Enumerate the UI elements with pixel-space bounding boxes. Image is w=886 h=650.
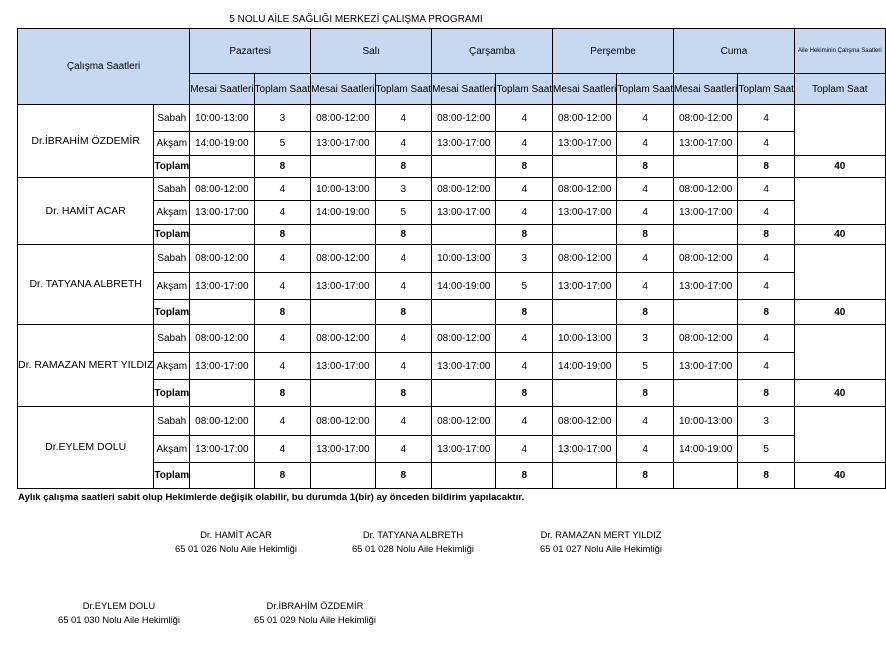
- shift-hours: 13:00-17:00: [553, 436, 617, 463]
- day-total: 8: [617, 463, 674, 489]
- empty-cell: [190, 380, 254, 407]
- signature-block: [535, 528, 667, 556]
- day-total: 8: [375, 225, 432, 245]
- shift-total: 4: [496, 436, 553, 463]
- table-row: [18, 105, 886, 132]
- shift-total: 4: [254, 201, 311, 225]
- empty-cell: [311, 380, 375, 407]
- empty-cell: [311, 463, 375, 489]
- day-total: 8: [617, 156, 674, 178]
- weekly-empty: [794, 245, 885, 300]
- shift-hours: 13:00-17:00: [190, 273, 254, 300]
- day-total: 8: [375, 463, 432, 489]
- day-total: 8: [617, 225, 674, 245]
- header-toplam: Toplam Saat: [375, 74, 432, 105]
- period-label: Sabah: [154, 178, 190, 201]
- shift-hours: 08:00-12:00: [553, 178, 617, 201]
- shift-total: 4: [738, 105, 795, 132]
- shift-hours: 13:00-17:00: [553, 201, 617, 225]
- weekly-total: 40: [794, 156, 885, 178]
- shift-total: 4: [496, 132, 553, 156]
- header-row-days: [18, 29, 886, 74]
- header-corner: Çalışma Saatleri: [18, 29, 190, 105]
- shift-total: 4: [617, 245, 674, 273]
- table-row: [18, 407, 886, 436]
- header-day: Cuma: [674, 29, 795, 74]
- header-toplam: Toplam Saat: [496, 74, 553, 105]
- empty-cell: [432, 300, 496, 325]
- shift-total: 5: [254, 132, 311, 156]
- header-day: Perşembe: [553, 29, 674, 74]
- shift-total: 4: [496, 105, 553, 132]
- day-total: 8: [254, 463, 311, 489]
- signature-name: Dr.İBRAHİM ÖZDEMİR: [266, 600, 364, 611]
- day-total: 8: [496, 300, 553, 325]
- shift-hours: 13:00-17:00: [432, 436, 496, 463]
- shift-total: 4: [496, 178, 553, 201]
- empty-cell: [432, 380, 496, 407]
- signature-block: [53, 599, 185, 627]
- weekly-empty: [794, 105, 885, 156]
- day-total: 8: [496, 156, 553, 178]
- signature-unit: 65 01 029 Nolu Aile Hekimliği: [254, 614, 376, 625]
- shift-hours: 14:00-19:00: [674, 436, 738, 463]
- shift-total: 4: [617, 407, 674, 436]
- empty-cell: [553, 463, 617, 489]
- shift-hours: 13:00-17:00: [311, 132, 375, 156]
- weekly-empty: [794, 178, 885, 225]
- shift-hours: 13:00-17:00: [432, 132, 496, 156]
- shift-total: 5: [496, 273, 553, 300]
- period-label: Akşam: [154, 353, 190, 380]
- signature-unit: 65 01 030 Nolu Aile Hekimliği: [58, 614, 180, 625]
- shift-hours: 08:00-12:00: [674, 325, 738, 353]
- signature-name: Dr. HAMİT ACAR: [200, 529, 272, 540]
- shift-total: 4: [375, 353, 432, 380]
- header-day: Salı: [311, 29, 432, 74]
- shift-hours: 13:00-17:00: [674, 273, 738, 300]
- shift-total: 4: [738, 353, 795, 380]
- header-mesai: Mesai Saatleri: [674, 74, 738, 105]
- total-label: Toplam: [154, 380, 190, 407]
- period-label: Akşam: [154, 201, 190, 225]
- day-total: 8: [254, 156, 311, 178]
- shift-hours: 13:00-17:00: [432, 201, 496, 225]
- shift-total: 4: [254, 353, 311, 380]
- shift-total: 4: [738, 132, 795, 156]
- header-toplam: Toplam Saat: [617, 74, 674, 105]
- shift-hours: 10:00-13:00: [553, 325, 617, 353]
- empty-cell: [553, 225, 617, 245]
- shift-hours: 13:00-17:00: [311, 353, 375, 380]
- header-toplam: Toplam Saat: [794, 74, 885, 105]
- shift-hours: 14:00-19:00: [432, 273, 496, 300]
- total-label: Toplam: [154, 463, 190, 489]
- shift-hours: 08:00-12:00: [311, 105, 375, 132]
- signature-unit: 65 01 027 Nolu Aile Hekimliği: [540, 543, 662, 554]
- signature-unit: 65 01 028 Nolu Aile Hekimliği: [352, 543, 474, 554]
- weekly-total: 40: [794, 380, 885, 407]
- shift-total: 4: [254, 273, 311, 300]
- shift-total: 4: [375, 407, 432, 436]
- empty-cell: [674, 156, 738, 178]
- empty-cell: [674, 463, 738, 489]
- shift-hours: 14:00-19:00: [553, 353, 617, 380]
- shift-hours: 08:00-12:00: [190, 407, 254, 436]
- day-total: 8: [254, 225, 311, 245]
- shift-total: 4: [254, 436, 311, 463]
- day-total: 8: [254, 380, 311, 407]
- shift-hours: 13:00-17:00: [190, 436, 254, 463]
- shift-total: 3: [375, 178, 432, 201]
- day-total: 8: [738, 156, 795, 178]
- footnote: Aylık çalışma saatleri sabit olup Hekimlerde değişik olabilir, bu durumda 1(bir) ay önceden bildirim yapılacaktır.: [18, 492, 525, 503]
- shift-total: 4: [617, 273, 674, 300]
- shift-total: 4: [617, 436, 674, 463]
- period-label: Sabah: [154, 105, 190, 132]
- shift-hours: 10:00-13:00: [190, 105, 254, 132]
- day-total: 8: [496, 380, 553, 407]
- header-toplam: Toplam Saat: [254, 74, 311, 105]
- header-weekly: Aile Hekiminin Çalışma Saatleri: [794, 29, 885, 74]
- shift-hours: 13:00-17:00: [190, 353, 254, 380]
- shift-total: 3: [254, 105, 311, 132]
- empty-cell: [190, 463, 254, 489]
- header-mesai: Mesai Saatleri: [311, 74, 375, 105]
- signature-block: [347, 528, 479, 556]
- empty-cell: [311, 156, 375, 178]
- shift-total: 4: [496, 325, 553, 353]
- empty-cell: [190, 300, 254, 325]
- shift-total: 4: [496, 407, 553, 436]
- shift-total: 4: [617, 132, 674, 156]
- shift-total: 4: [254, 245, 311, 273]
- shift-hours: 14:00-19:00: [311, 201, 375, 225]
- total-label: Toplam: [154, 225, 190, 245]
- empty-cell: [553, 300, 617, 325]
- shift-hours: 08:00-12:00: [311, 325, 375, 353]
- table-row: [18, 178, 886, 201]
- shift-total: 4: [375, 436, 432, 463]
- day-total: 8: [496, 225, 553, 245]
- empty-cell: [553, 156, 617, 178]
- table-row: [18, 245, 886, 273]
- shift-total: 4: [375, 273, 432, 300]
- total-label: Toplam: [154, 300, 190, 325]
- empty-cell: [432, 225, 496, 245]
- period-label: Akşam: [154, 132, 190, 156]
- shift-hours: 08:00-12:00: [674, 245, 738, 273]
- shift-total: 4: [738, 201, 795, 225]
- day-total: 8: [375, 300, 432, 325]
- header-mesai: Mesai Saatleri: [553, 74, 617, 105]
- shift-total: 3: [738, 407, 795, 436]
- shift-total: 4: [738, 178, 795, 201]
- shift-total: 5: [738, 436, 795, 463]
- period-label: Sabah: [154, 245, 190, 273]
- shift-hours: 13:00-17:00: [553, 132, 617, 156]
- signature-block: [249, 599, 381, 627]
- shift-total: 4: [617, 178, 674, 201]
- shift-hours: 13:00-17:00: [674, 353, 738, 380]
- empty-cell: [190, 156, 254, 178]
- shift-total: 5: [617, 353, 674, 380]
- shift-hours: 08:00-12:00: [432, 407, 496, 436]
- shift-hours: 08:00-12:00: [190, 325, 254, 353]
- shift-hours: 10:00-13:00: [432, 245, 496, 273]
- shift-total: 4: [375, 132, 432, 156]
- shift-hours: 13:00-17:00: [553, 273, 617, 300]
- doctor-name: Dr. TATYANA ALBRETH: [18, 245, 154, 325]
- shift-hours: 08:00-12:00: [311, 245, 375, 273]
- empty-cell: [674, 300, 738, 325]
- weekly-empty: [794, 407, 885, 463]
- day-total: 8: [738, 300, 795, 325]
- doctor-name: Dr. HAMİT ACAR: [18, 178, 154, 245]
- shift-total: 4: [254, 325, 311, 353]
- shift-hours: 08:00-12:00: [553, 105, 617, 132]
- shift-total: 3: [617, 325, 674, 353]
- shift-hours: 08:00-12:00: [432, 325, 496, 353]
- shift-hours: 13:00-17:00: [311, 273, 375, 300]
- shift-hours: 13:00-17:00: [190, 201, 254, 225]
- header-day: Pazartesi: [190, 29, 311, 74]
- schedule-table: [17, 28, 886, 489]
- shift-total: 4: [375, 325, 432, 353]
- day-total: 8: [375, 380, 432, 407]
- empty-cell: [674, 225, 738, 245]
- shift-hours: 08:00-12:00: [190, 178, 254, 201]
- shift-hours: 13:00-17:00: [674, 201, 738, 225]
- day-total: 8: [738, 463, 795, 489]
- shift-hours: 14:00-19:00: [190, 132, 254, 156]
- shift-total: 4: [738, 325, 795, 353]
- shift-total: 4: [254, 178, 311, 201]
- shift-hours: 10:00-13:00: [674, 407, 738, 436]
- empty-cell: [674, 380, 738, 407]
- header-mesai: Mesai Saatleri: [190, 74, 254, 105]
- shift-hours: 08:00-12:00: [311, 407, 375, 436]
- shift-total: 4: [254, 407, 311, 436]
- empty-cell: [432, 463, 496, 489]
- shift-total: 4: [617, 201, 674, 225]
- signature-block: [171, 528, 301, 556]
- signature-name: Dr. TATYANA ALBRETH: [362, 529, 464, 540]
- weekly-empty: [794, 325, 885, 380]
- shift-total: 3: [496, 245, 553, 273]
- shift-hours: 08:00-12:00: [553, 245, 617, 273]
- table-row: [18, 325, 886, 353]
- shift-hours: 08:00-12:00: [190, 245, 254, 273]
- weekly-total: 40: [794, 225, 885, 245]
- header-day: Çarşamba: [432, 29, 553, 74]
- shift-total: 5: [375, 201, 432, 225]
- shift-total: 4: [496, 201, 553, 225]
- empty-cell: [311, 225, 375, 245]
- day-total: 8: [254, 300, 311, 325]
- header-mesai: Mesai Saatleri: [432, 74, 496, 105]
- period-label: Akşam: [154, 273, 190, 300]
- shift-total: 4: [617, 105, 674, 132]
- shift-hours: 13:00-17:00: [311, 436, 375, 463]
- shift-total: 4: [738, 273, 795, 300]
- signature-unit: 65 01 026 Nolu Aile Hekimliği: [175, 543, 297, 554]
- doctor-name: Dr.EYLEM DOLU: [18, 407, 154, 489]
- period-label: Sabah: [154, 407, 190, 436]
- empty-cell: [432, 156, 496, 178]
- shift-hours: 08:00-12:00: [432, 105, 496, 132]
- shift-total: 4: [375, 245, 432, 273]
- empty-cell: [190, 225, 254, 245]
- shift-hours: 13:00-17:00: [432, 353, 496, 380]
- shift-total: 4: [738, 245, 795, 273]
- period-label: Sabah: [154, 325, 190, 353]
- total-label: Toplam: [154, 156, 190, 178]
- empty-cell: [311, 300, 375, 325]
- page-title: 5 NOLU AİLE SAĞLIĞI MERKEZİ ÇALIŞMA PROGRAMI: [229, 14, 483, 25]
- shift-hours: 13:00-17:00: [674, 132, 738, 156]
- doctor-name: Dr. RAMAZAN MERT YILDIZ: [18, 325, 154, 407]
- shift-hours: 08:00-12:00: [674, 178, 738, 201]
- day-total: 8: [496, 463, 553, 489]
- day-total: 8: [375, 156, 432, 178]
- day-total: 8: [617, 300, 674, 325]
- doctor-name: Dr.İBRAHİM ÖZDEMİR: [18, 105, 154, 178]
- shift-hours: 10:00-13:00: [311, 178, 375, 201]
- weekly-total: 40: [794, 463, 885, 489]
- shift-hours: 08:00-12:00: [553, 407, 617, 436]
- day-total: 8: [738, 380, 795, 407]
- signature-name: Dr. RAMAZAN MERT YILDIZ: [540, 529, 662, 540]
- day-total: 8: [738, 225, 795, 245]
- shift-hours: 08:00-12:00: [432, 178, 496, 201]
- header-toplam: Toplam Saat: [738, 74, 795, 105]
- shift-hours: 08:00-12:00: [674, 105, 738, 132]
- period-label: Akşam: [154, 436, 190, 463]
- shift-total: 4: [496, 353, 553, 380]
- shift-total: 4: [375, 105, 432, 132]
- weekly-total: 40: [794, 300, 885, 325]
- empty-cell: [553, 380, 617, 407]
- signature-name: Dr.EYLEM DOLU: [82, 600, 156, 611]
- day-total: 8: [617, 380, 674, 407]
